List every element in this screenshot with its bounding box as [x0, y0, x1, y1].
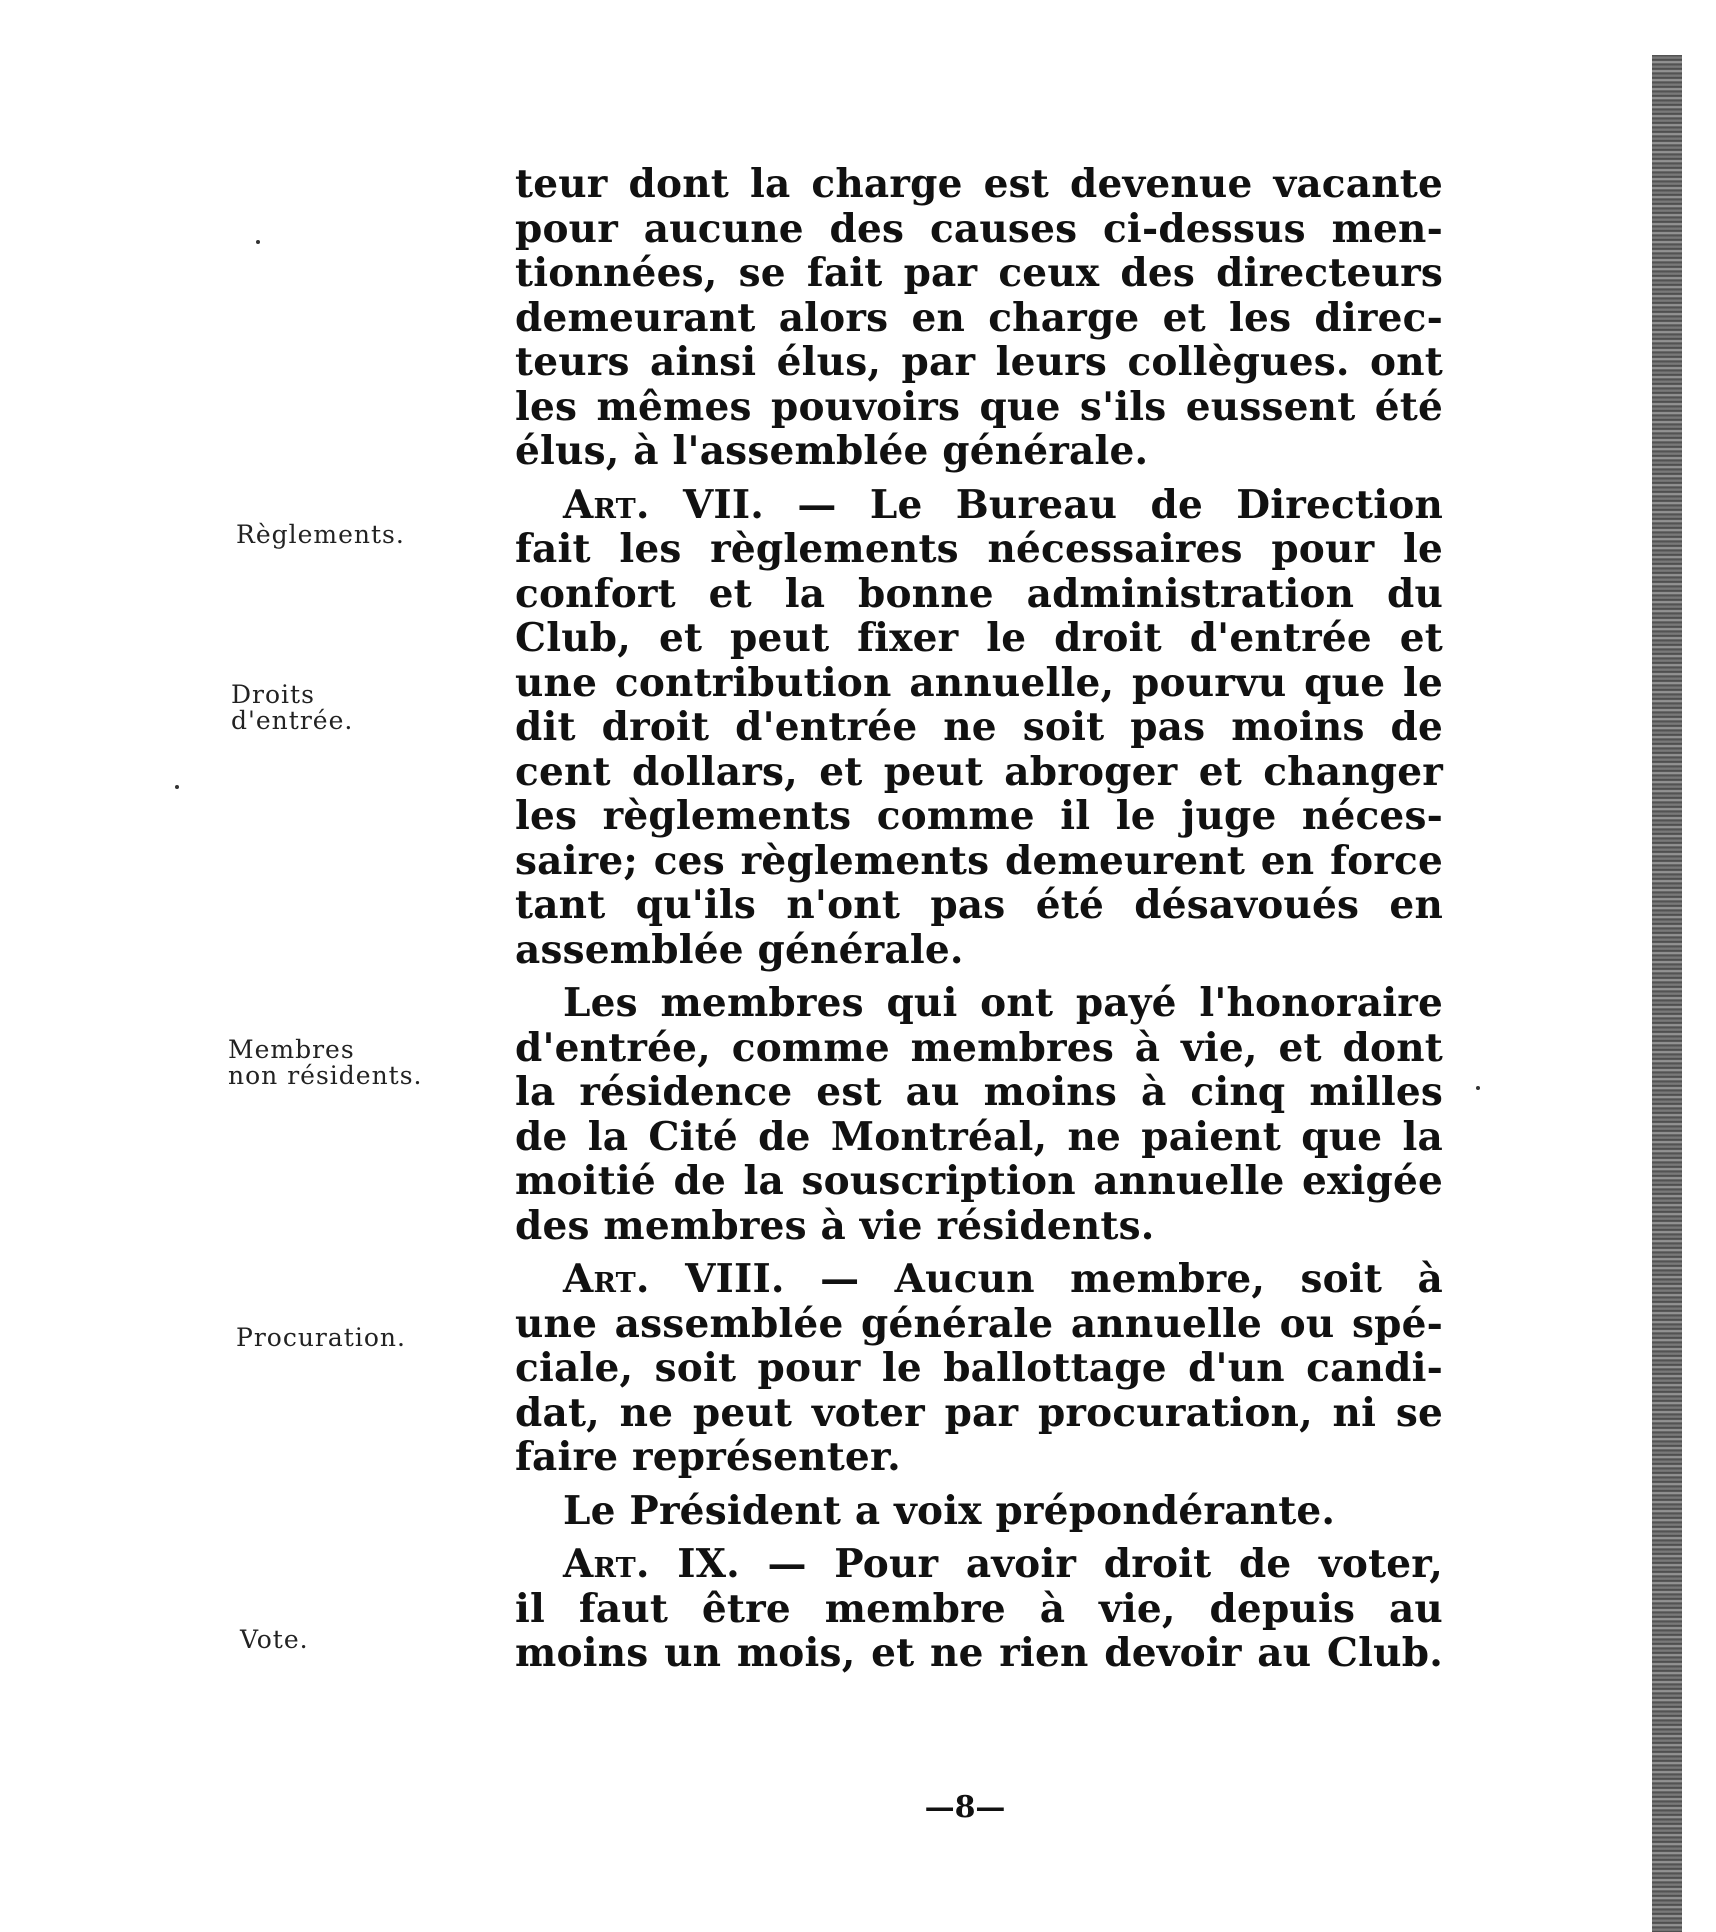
paragraph-membres-non-residents [515, 981, 1443, 1248]
text-line: des membres à vie résidents. [515, 1202, 1155, 1249]
text-line: tionnées, se fait par ceux des directeurs [515, 250, 1443, 296]
scan-speck [1476, 1086, 1480, 1090]
margin-note-procuration: Procuration. [236, 1323, 406, 1352]
text-line: cent dollars, et peut abroger et changer [515, 748, 1443, 795]
text-fragment: — Le Bureau de Direction [764, 481, 1444, 528]
margin-note-droits-line2: d'entrée. [231, 706, 354, 735]
text-fragment: — Pour avoir droit de voter, [739, 1541, 1443, 1587]
margin-note-vote: Vote. [240, 1625, 309, 1654]
text-line: moins un mois, et ne rien devoir au Club. [515, 1630, 1443, 1676]
text-line [515, 1542, 1443, 1587]
text-line: une assemblée générale annuelle ou spé- [515, 1300, 1443, 1347]
text-line: il faut être membre à vie, depuis au [515, 1585, 1443, 1632]
text-line: confort et la bonne administration du [515, 570, 1443, 617]
body-text [515, 162, 1443, 1676]
paragraph-art9 [515, 1542, 1443, 1676]
paragraph-art7 [515, 483, 1443, 973]
text-line: assemblée générale. [515, 926, 964, 973]
text-line: faire représenter. [515, 1434, 901, 1480]
text-line: ciale, soit pour le ballottage d'un candi- [515, 1345, 1443, 1391]
scan-speck [175, 785, 179, 789]
text-line: tant qu'ils n'ont pas été désavoués en [515, 882, 1443, 928]
text-line: demeurant alors en charge et les direc- [515, 294, 1443, 341]
text-line: fait les règlements nécessaires pour le [515, 526, 1443, 572]
text-fragment: — Aucun membre, soit à [784, 1256, 1443, 1302]
margin-note-reglements: Règlements. [236, 520, 405, 549]
text-line: la résidence est au moins à cinq milles [515, 1069, 1443, 1115]
text-line: les mêmes pouvoirs que s'ils eussent été [515, 383, 1443, 430]
text-line [515, 483, 1443, 528]
margin-note-membres-line2: non résidents. [228, 1061, 423, 1090]
text-line: Le Président a voix prépondérante. [563, 1487, 1336, 1534]
text-line: saire; ces règlements demeurent en force [515, 837, 1443, 884]
text-line: dit droit d'entrée ne soit pas moins de [515, 704, 1443, 750]
margin-note-droits-line1: Droits [231, 680, 315, 709]
text-line [515, 1257, 1443, 1302]
text-line: Club, et peut fixer le droit d'entrée et [515, 615, 1443, 661]
text-line: teur dont la charge est devenue vacante [515, 161, 1443, 207]
margin-note-membres-line1: Membres [228, 1035, 355, 1064]
text-line: les règlements comme il le juge néces- [515, 793, 1443, 839]
margin-note-droits [231, 682, 353, 734]
binding-edge [1652, 55, 1682, 1932]
text-line: dat, ne peut voter par procuration, ni se [515, 1389, 1443, 1436]
text-line: pour aucune des causes ci-dessus men- [515, 205, 1443, 252]
margin-note-membres [228, 1037, 423, 1089]
text-line: une contribution annuelle, pourvu que le [515, 659, 1443, 706]
text-line: d'entrée, comme membres à vie, et dont [515, 1024, 1443, 1071]
text-line: élus, à l'assemblée générale. [515, 428, 1149, 474]
article-label-ix: Art. IX. [563, 1541, 740, 1587]
text-line: teurs ainsi élus, par leurs collègues. ont [515, 339, 1443, 385]
text-line: de la Cité de Montréal, ne paient que la [515, 1113, 1443, 1160]
paragraph-president [515, 1489, 1443, 1534]
text-line: moitié de la souscription annuelle exigée [515, 1158, 1443, 1204]
paragraph-art6-continuation [515, 162, 1443, 474]
article-label-viii: Art. VIII. [563, 1256, 785, 1302]
scan-speck [256, 240, 260, 244]
text-line: Les membres qui ont payé l'honoraire [563, 980, 1443, 1026]
page-number: —8— [924, 1790, 1006, 1825]
paragraph-art8 [515, 1257, 1443, 1480]
article-label-vii: Art. VII. [563, 481, 765, 528]
